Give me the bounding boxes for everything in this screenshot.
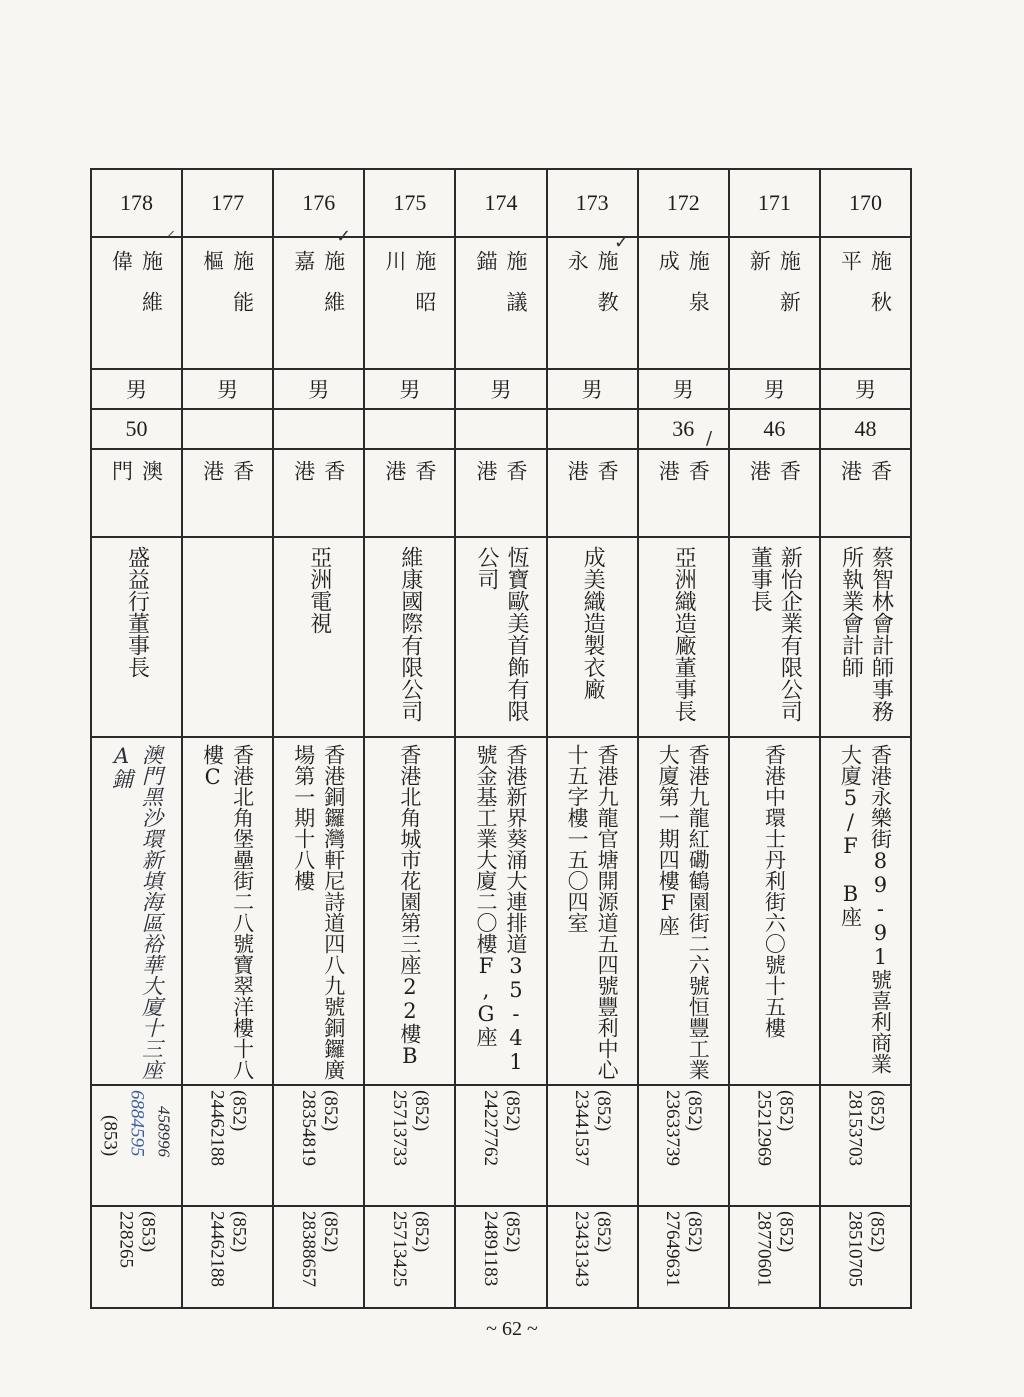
member-name: 施昭川	[382, 250, 437, 332]
cell-age	[364, 409, 455, 449]
handwritten-address: 澳門黑沙環新填海區裕華大廈十三座A鋪	[109, 744, 164, 1080]
member-telephone: (852) 28153703	[844, 1090, 888, 1166]
member-age: 46	[763, 416, 786, 441]
cell-tel	[364, 1085, 455, 1206]
cell-address	[273, 737, 364, 1085]
member-organization: 盛益行董事長	[124, 546, 150, 678]
member-place: 香港	[565, 460, 620, 511]
member-sex: 男	[854, 378, 876, 402]
member-telephone: (852) 23633739	[662, 1090, 706, 1166]
cell-address	[364, 737, 455, 1085]
entry-number: 175	[393, 190, 427, 215]
cell-fax	[547, 1206, 638, 1308]
entry-number: 177	[211, 190, 245, 215]
cell-age	[91, 409, 182, 449]
member-place: 香港	[656, 460, 711, 511]
cell-tel	[729, 1085, 820, 1206]
row-number	[91, 169, 911, 237]
member-organization: 恆寶歐美首飾有限公司	[473, 546, 529, 722]
cell-name	[547, 237, 638, 369]
entry-number: 170	[848, 190, 882, 215]
cell-address	[91, 737, 182, 1085]
cell-fax	[273, 1206, 364, 1308]
row-fax	[91, 1206, 911, 1308]
cell-address	[729, 737, 820, 1085]
member-sex: 男	[581, 378, 603, 402]
member-organization: 亞洲電視	[306, 546, 332, 634]
cell-no	[547, 169, 638, 237]
member-telephone: (852) 25212969	[753, 1090, 797, 1166]
cell-address	[638, 737, 729, 1085]
entry-number: 171	[757, 190, 791, 215]
row-name	[91, 237, 911, 369]
cell-org	[638, 537, 729, 737]
cell-no	[729, 169, 820, 237]
cell-name	[182, 237, 273, 369]
cell-sex	[455, 369, 546, 409]
cell-org	[273, 537, 364, 737]
member-address: 香港新界葵涌大連排道35-41號金基工業大廈二〇樓F,G座	[473, 744, 528, 1074]
cell-age	[182, 409, 273, 449]
member-organization: 蔡智林會計師事務所執業會計師	[838, 546, 894, 722]
member-organization: 維康國際有限公司	[397, 546, 423, 722]
member-address: 香港九龍紅磡鶴園街二六號恒豐工業大廈第一期四樓F座	[656, 744, 711, 1080]
row-place	[91, 449, 911, 537]
cell-address	[820, 737, 911, 1085]
member-organization: 新怡企業有限公司董事長	[747, 546, 803, 722]
cell-age	[273, 409, 364, 449]
member-sex: 男	[217, 378, 239, 402]
cell-no	[455, 169, 546, 237]
member-name: 施能樞	[200, 250, 255, 332]
cell-name	[364, 237, 455, 369]
checkmark-icon: ✓	[614, 232, 630, 253]
member-fax: (852) 25713425	[388, 1211, 432, 1287]
member-place: 澳門	[109, 460, 164, 511]
member-telephone: (853)	[99, 1115, 121, 1157]
cell-place	[364, 449, 455, 537]
cell-sex	[91, 369, 182, 409]
cell-org	[91, 537, 182, 737]
cell-age	[820, 409, 911, 449]
cell-org	[547, 537, 638, 737]
cell-org	[182, 537, 273, 737]
member-fax: (852) 24891183	[479, 1211, 523, 1287]
row-sex	[91, 369, 911, 409]
member-address: 香港九龍官塘開源道五四號豐利中心十五字樓一五〇四室	[565, 744, 620, 1080]
member-telephone: (852) 28354819	[297, 1090, 341, 1166]
member-age: 36	[672, 416, 695, 441]
member-sex: 男	[672, 378, 694, 402]
cell-org	[455, 537, 546, 737]
member-telephone: (852) 24227762	[479, 1090, 523, 1166]
cell-place	[820, 449, 911, 537]
checkmark-icon: ✓	[336, 226, 352, 247]
cell-name	[91, 237, 182, 369]
member-place: 香港	[291, 460, 346, 511]
cell-name	[729, 237, 820, 369]
cell-place	[729, 449, 820, 537]
member-place: 香港	[382, 460, 437, 511]
member-organization: 成美織造製衣廠	[580, 546, 606, 700]
cell-place	[547, 449, 638, 537]
cell-fax	[364, 1206, 455, 1308]
entry-number: 172	[666, 190, 700, 215]
member-table	[90, 168, 912, 1309]
member-address: 香港北角城市花園第三座22樓B	[397, 744, 422, 1068]
cell-sex	[273, 369, 364, 409]
cell-place	[273, 449, 364, 537]
member-sex: 男	[399, 378, 421, 402]
member-name: 施教永	[565, 250, 620, 332]
member-place: 香港	[200, 460, 255, 511]
cell-no	[364, 169, 455, 237]
cell-org	[729, 537, 820, 737]
member-fax: (852) 24462188	[206, 1211, 250, 1287]
member-fax: (853) 228265	[115, 1211, 159, 1268]
entry-number: 173	[575, 190, 609, 215]
member-telephone: (852) 23441537	[571, 1090, 615, 1166]
cell-place	[455, 449, 546, 537]
cell-tel	[182, 1085, 273, 1206]
member-sex: 男	[490, 378, 512, 402]
member-address: 香港銅鑼灣軒尼詩道四八九號銅鑼廣場第一期十八樓	[291, 744, 346, 1080]
cell-address	[455, 737, 546, 1085]
member-sex: 男	[308, 378, 330, 402]
member-address: 香港中環士丹利街六〇號十五樓	[762, 744, 787, 1038]
cell-address	[547, 737, 638, 1085]
member-telephone: (852) 25713733	[388, 1090, 432, 1166]
cell-fax	[638, 1206, 729, 1308]
cell-sex	[638, 369, 729, 409]
member-organization: 亞洲織造廠董事長	[671, 546, 697, 722]
member-place: 香港	[838, 460, 893, 511]
member-fax: (852) 27649631	[662, 1211, 706, 1287]
page-number: ~ 62 ~	[486, 1318, 538, 1340]
member-name: 施維偉	[109, 250, 164, 332]
cell-fax	[91, 1206, 182, 1308]
member-age: 50	[125, 416, 148, 441]
cell-name	[638, 237, 729, 369]
member-name: 施秋平	[838, 250, 893, 332]
cell-place	[182, 449, 273, 537]
member-name: 施維嘉	[291, 250, 346, 332]
cell-age	[455, 409, 546, 449]
cell-name	[820, 237, 911, 369]
cell-tel	[91, 1085, 182, 1206]
cell-org	[364, 537, 455, 737]
red-pen-mark: /	[706, 428, 713, 449]
cell-tel	[455, 1085, 546, 1206]
row-address	[91, 737, 911, 1085]
cell-fax	[455, 1206, 546, 1308]
cell-no	[182, 169, 273, 237]
entry-number: 176	[302, 190, 336, 215]
cell-fax	[182, 1206, 273, 1308]
member-fax: (852) 28388657	[297, 1211, 341, 1287]
cell-fax	[820, 1206, 911, 1308]
member-fax: (852) 28510705	[844, 1211, 888, 1287]
cell-org	[820, 537, 911, 737]
cell-place	[91, 449, 182, 537]
cell-tel	[547, 1085, 638, 1206]
cell-no	[820, 169, 911, 237]
member-name: 施新新	[747, 250, 802, 332]
member-address: 香港永樂街89-91號喜利商業大廈5/F B座	[838, 744, 893, 1074]
cell-name	[455, 237, 546, 369]
pen-mark: ⸝	[166, 220, 175, 241]
cell-address	[182, 737, 273, 1085]
handwritten-telephone: 458996	[154, 1105, 174, 1157]
cell-tel	[273, 1085, 364, 1206]
row-age	[91, 409, 911, 449]
row-telephone	[91, 1085, 911, 1206]
cell-sex	[820, 369, 911, 409]
cell-place	[638, 449, 729, 537]
cell-tel	[638, 1085, 729, 1206]
row-organization	[91, 537, 911, 737]
cell-age	[547, 409, 638, 449]
cell-tel	[820, 1085, 911, 1206]
cell-no	[638, 169, 729, 237]
cell-name	[273, 237, 364, 369]
member-place: 香港	[473, 460, 528, 511]
cell-sex	[364, 369, 455, 409]
member-fax: (852) 23431343	[571, 1211, 615, 1287]
cell-sex	[547, 369, 638, 409]
cell-age	[729, 409, 820, 449]
member-name: 施泉成	[656, 250, 711, 332]
member-name: 施議錨	[473, 250, 528, 332]
member-sex: 男	[126, 378, 148, 402]
member-address: 香港北角堡壘街二八號寶翠洋樓十八樓C	[200, 744, 255, 1080]
cell-age	[638, 409, 729, 449]
cell-fax	[729, 1206, 820, 1308]
member-age: 48	[854, 416, 877, 441]
entry-number: 178	[120, 190, 154, 215]
cell-sex	[729, 369, 820, 409]
member-fax: (852) 28770601	[753, 1211, 797, 1287]
handwritten-telephone-alt: 6884595	[126, 1090, 148, 1157]
member-telephone: (852) 24462188	[206, 1090, 250, 1166]
cell-sex	[182, 369, 273, 409]
member-sex: 男	[763, 378, 785, 402]
entry-number: 174	[484, 190, 518, 215]
member-place: 香港	[747, 460, 802, 511]
